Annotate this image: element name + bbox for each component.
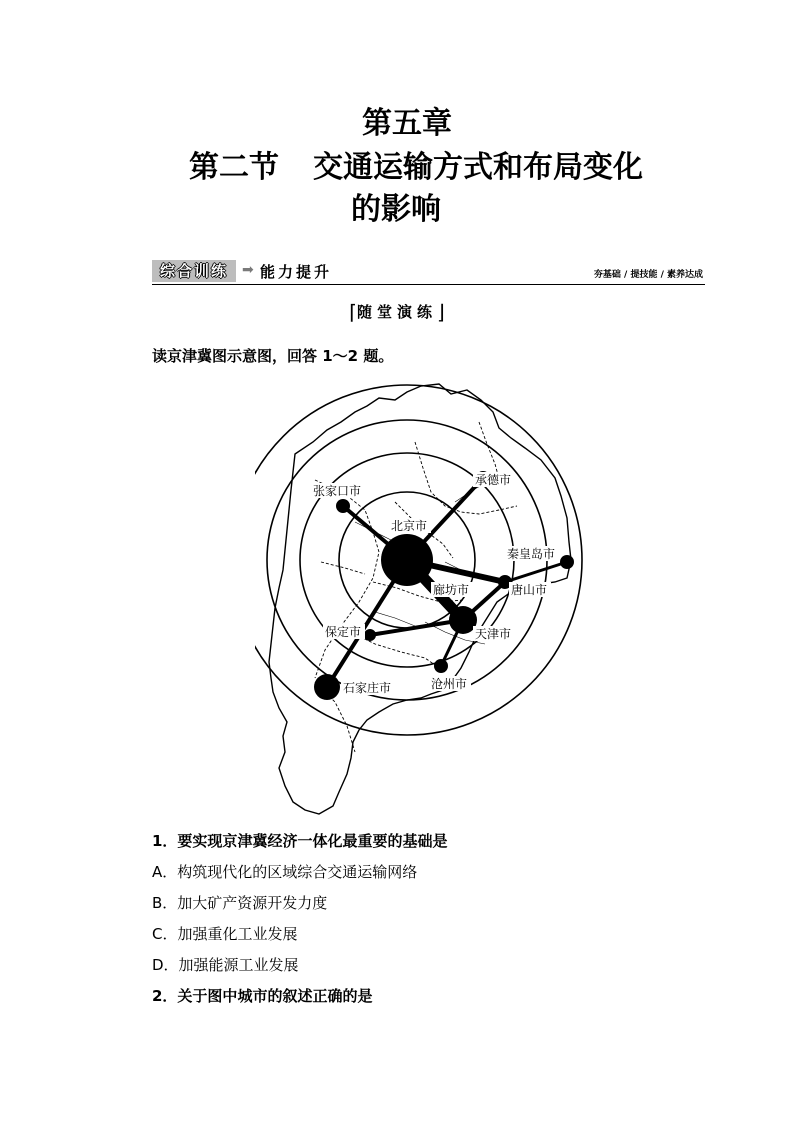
- label-tianjin: 天津市: [475, 627, 512, 641]
- label-chengde: 承德市: [475, 473, 512, 487]
- label-qinhuangdao: 秦皇岛市: [507, 547, 556, 561]
- label-cangzhou: 沧州市: [431, 677, 468, 691]
- label-shijiazhuang: 石家庄市: [343, 681, 392, 695]
- practice-banner: [152, 260, 705, 285]
- label-langfang: 廊坊市: [433, 583, 470, 597]
- bracket-right-icon: ⌋: [437, 300, 445, 324]
- question-1: 1．要实现京津冀经济一体化最重要的基础是: [152, 832, 448, 850]
- option-1b: B．加大矿产资源开发力度: [152, 894, 328, 912]
- option-1d: D．加强能源工业发展: [152, 956, 299, 974]
- city-dot-zhangjiakou: [336, 499, 350, 513]
- city-dot-cangzhou: [434, 659, 448, 673]
- city-dot-baoding: [364, 629, 376, 641]
- section-title-line2: 的影响: [351, 192, 441, 227]
- city-dot-shijiazhuang: [314, 674, 340, 700]
- banner-box-label: 综合训练: [152, 260, 236, 282]
- chapter-title: 第五章: [362, 106, 452, 141]
- banner-right-text: 夯基础 / 提技能 / 素养达成: [593, 270, 703, 280]
- arrow-right-icon: ➡: [242, 262, 254, 278]
- section-prefix: 第二节: [189, 150, 279, 185]
- option-1a: A．构筑现代化的区域综合交通运输网络: [152, 863, 418, 881]
- section-label-text: 随堂演练: [356, 303, 437, 321]
- banner-sub-label: 能力提升: [260, 263, 333, 281]
- intro-text: 读京津冀图示意图，回答 1～2 题。: [152, 347, 394, 365]
- label-zhangjiakou: 张家口市: [313, 484, 362, 498]
- city-dot-beijing: [381, 534, 433, 586]
- jingjinji-map: [255, 382, 585, 827]
- city-dot-qinhuangdao: [560, 555, 574, 569]
- section-label: [0, 300, 794, 324]
- section-title: [0, 142, 794, 186]
- bracket-left-icon: ⌈: [349, 300, 357, 324]
- label-beijing: 北京市: [391, 519, 428, 533]
- section-title-line1: 交通运输方式和布局变化: [313, 150, 643, 185]
- label-baoding: 保定市: [325, 625, 362, 639]
- option-1c: C．加强重化工业发展: [152, 925, 298, 943]
- city-dot-tianjin: [449, 606, 477, 634]
- question-2: 2．关于图中城市的叙述正确的是: [152, 987, 373, 1005]
- label-tangshan: 唐山市: [511, 583, 548, 597]
